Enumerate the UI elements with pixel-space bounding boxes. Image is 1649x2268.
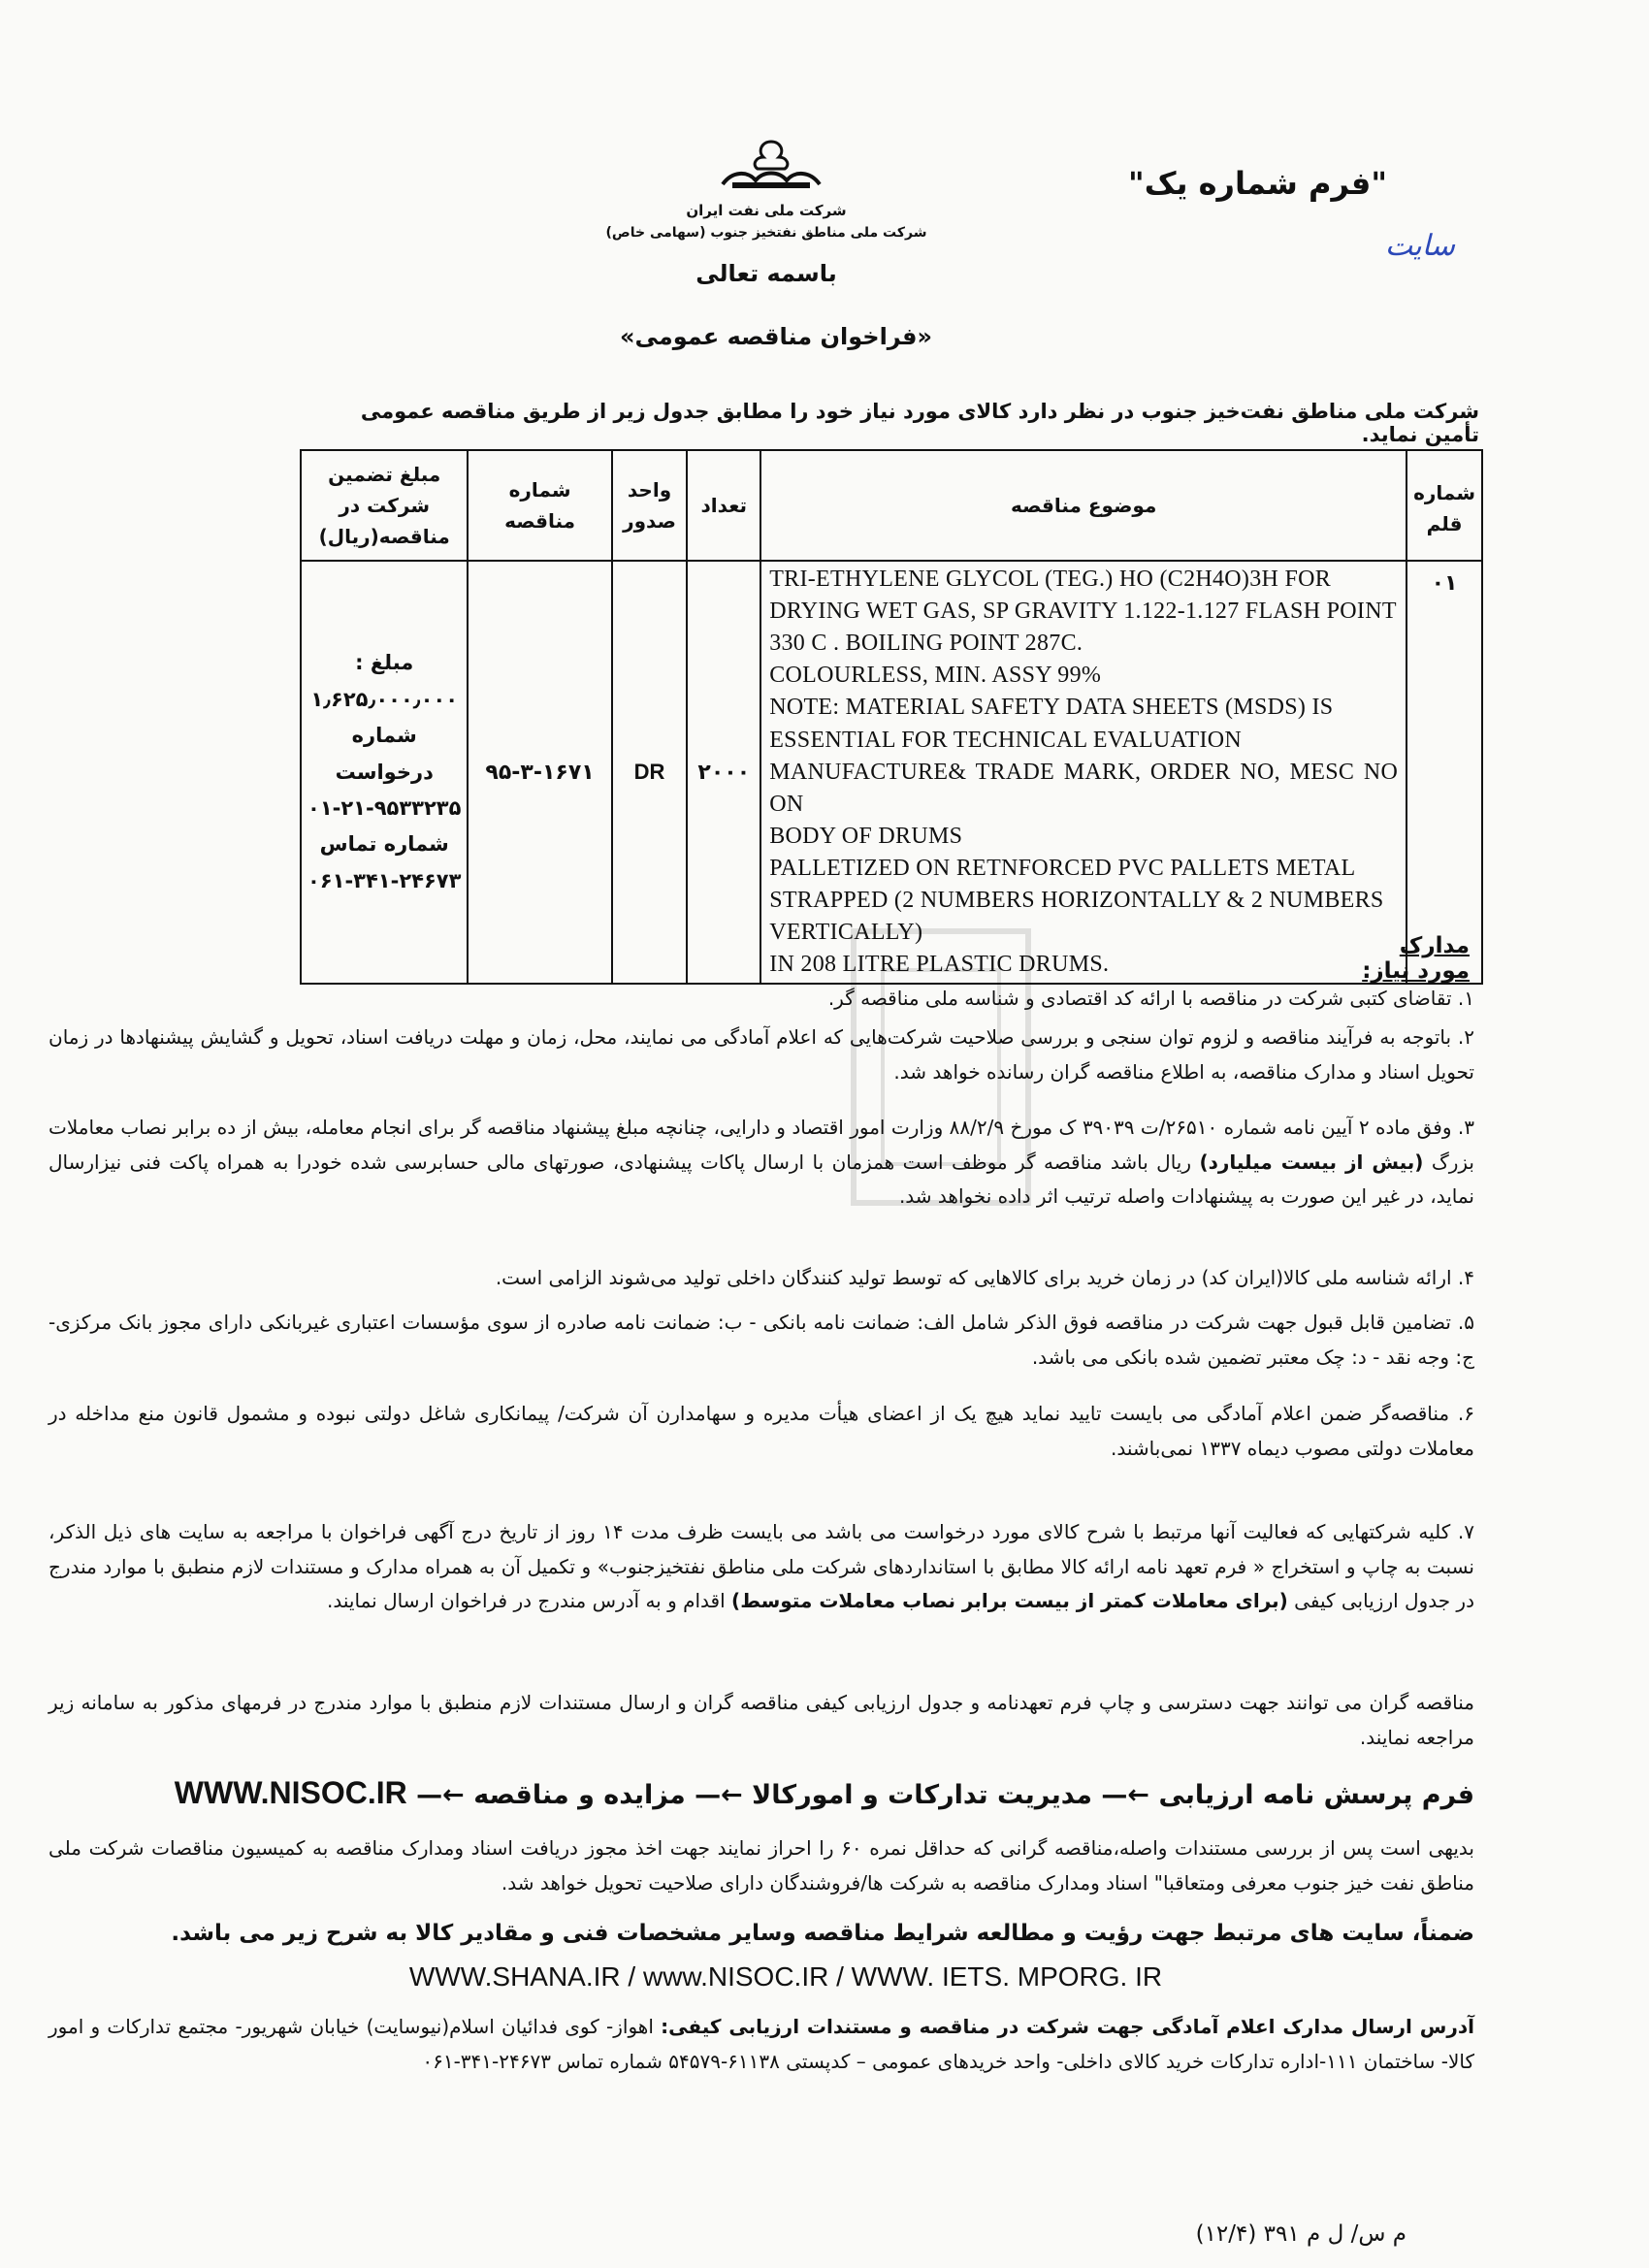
- nisoc-link[interactable]: WWW.NISOC.IR: [174, 1775, 407, 1810]
- header-amount: مبلغ تضمین شرکت در مناقصه(ریال): [301, 450, 468, 561]
- subject-line: COLOURLESS, MIN. ASSY 99%: [769, 663, 1102, 689]
- bismillah-heading: باسمه تعالی: [695, 260, 837, 287]
- doc-item-7: [48, 1515, 1474, 1619]
- subject-line: 330 C . BOILING POINT 287C.: [769, 631, 1083, 657]
- related-sites-paragraph: ضمناً، سایت های مرتبط جهت رؤیت و مطالعه شرایط مناقصه وسایر مشخصات فنی و مقادیر کالا به شرح زیر می باشد.: [171, 1921, 1474, 1946]
- doc-item-3-part1: ۳. وفق ماده ۲ آیین نامه شماره ۲۶۵۱۰/ت ۳۹۰۳۹ ک مورخ ۸۸/۲/۹ وزارت امور اقتصاد و دارایی، چنانچه مبلغ پیشنهاد مناقصه گر برای انجام معامله، بیش از ده برابر نصاب معاملات بزرگ: [48, 1116, 1475, 1174]
- cell-amount: [301, 561, 468, 984]
- subject-line: MANUFACTURE& TRADE MARK, ORDER NO, MESC NO ON: [769, 759, 1399, 817]
- navigation-steps: فرم پرسش نامه ارزیابی ←— مدیریت تدارکات و امورکالا ←— مزایده و مناقصه ←—: [416, 1780, 1474, 1810]
- nioc-logo: [713, 136, 829, 194]
- contact-number: ۰۶۱-۳۴۱-۲۴۶۷۳: [307, 868, 462, 892]
- handwritten-note: سایت: [1384, 229, 1455, 263]
- doc-item-3-part2: ریال باشد مناقصه گر موظف است همزمان با ارسال پاکات پیشنهادی، صورتهای مالی حسابرسی شده خودرا به همراه پاکت فنی نیزارسال نماید، در غیر این صورت به پیشنهادات واصله ترتیب اثر داده نخواهد شد.: [48, 1150, 1474, 1209]
- doc-item-1: ۱. تقاضای کتبی شرکت در مناقصه با ارائه کد اقتصادی و شناسه ملی مناقصه گر.: [827, 987, 1474, 1010]
- subject-line: BODY OF DRUMS: [769, 823, 963, 849]
- tender-table: [300, 449, 1483, 985]
- subject-line: PALLETIZED ON RETNFORCED PVC PALLETS METAL: [769, 855, 1356, 881]
- table-header-row: [301, 450, 1482, 561]
- doc-item-6: ۶. مناقصه‌گر ضمن اعلام آمادگی می بایست تایید نماید هیچ یک از اعضای هیأت مدیره و سهامدارن آن شرکت/ پیمانکاری شاغل دولتی نبوده و مشمول قانون منع مداخله در معاملات دولتی مصوب دیماه ۱۳۳۷ نمی‌باشند.: [48, 1402, 1474, 1460]
- table-row: [301, 561, 1482, 984]
- header-tender-no: شماره مناقصه: [468, 450, 611, 561]
- cell-row-no: ۰۱: [1406, 561, 1482, 984]
- company-name-line2: شرکت ملی مناطق نفتخیز جنوب (سهامی خاص): [605, 225, 927, 241]
- cell-quantity: ۲۰۰۰: [687, 561, 760, 984]
- documents-title: مدارک مورد نیاز:: [1362, 933, 1470, 984]
- subject-line: ESSENTIAL FOR TECHNICAL EVALUATION: [769, 727, 1243, 753]
- evaluation-paragraph: بدیهی است پس از بررسی مستندات واصله،مناقصه گرانی که حداقل نمره ۶۰ را احراز نمایند جهت اخذ مجوز دریافت اسناد ومدارک مناقصه به کمیسیون مناقصات شرکت ملی مناطق نفت خیز جنوب معرفی ومتعاقبا" اسناد ومدارک مناقصه به شرکت ها/فروشندگان دارای صلاحیت تحویل خواهد شد.: [48, 1836, 1474, 1895]
- doc-item-3-bold: (بیش از بیست میلیارد): [1199, 1150, 1424, 1174]
- footer-code: م س/ ل م ۳۹۱ (۱۲/۴): [1195, 2221, 1406, 2247]
- request-number: ۰۱-۲۱-۹۵۳۳۲۳۵: [307, 795, 462, 820]
- amount-value: ۱٫۶۲۵٫۰۰۰٫۰۰۰: [310, 687, 459, 711]
- subject-line: STRAPPED (2 NUMBERS HORIZONTALLY & 2 NUMBERS: [769, 888, 1384, 914]
- doc-item-4: ۴. ارائه شناسه ملی کالا(ایران کد) در زمان خرید برای کالاهایی که توسط تولید کنندگان داخلی تولید می‌شوند الزامی است.: [495, 1266, 1474, 1289]
- amount-label: مبلغ :: [355, 651, 414, 675]
- subject-line: VERTICALLY): [769, 920, 923, 946]
- contact-label: شماره تماس: [319, 832, 449, 857]
- page-title: «فراخوان مناقصه عمومی»: [620, 323, 932, 350]
- subject-line: NOTE: MATERIAL SAFETY DATA SHEETS (MSDS) IS: [769, 695, 1334, 721]
- intro-paragraph: شرکت ملی مناطق نفت‌خیز جنوب در نظر دارد کالای مورد نیاز خود را مطابق جدول زیر از طریق مناقصه عمومی تأمین نماید.: [360, 400, 1479, 446]
- header-unit: واحد صدور: [612, 450, 688, 561]
- doc-item-7-bold: (برای معاملات کمتر از بیست برابر نصاب معاملات متوسط): [731, 1589, 1288, 1613]
- form-number: "فرم شماره یک": [1128, 165, 1387, 202]
- address-paragraph: [48, 2010, 1474, 2079]
- access-paragraph: مناقصه گران می توانند جهت دسترسی و چاپ فرم تعهدنامه و جدول ارزیابی کیفی مناقصه گران و ارسال مستندات لازم منطبق با موارد مندرج در فرمهای مذکور به سامانه زیر مراجعه نمایند.: [48, 1691, 1474, 1749]
- request-label: شماره درخواست: [335, 724, 434, 784]
- header-subject: موضوع مناقصه: [760, 450, 1406, 561]
- doc-item-2: ۲. باتوجه به فرآیند مناقصه و لزوم توان سنجی و بررسی صلاحیت شرکت‌هایی که اعلام آمادگی می نمایند، محل، زمان و مهلت دریافت اسناد، تحویل و گشایش پیشنهادها در زمان تحویل اسناد و مدارک مناقصه، به اطلاع مناقصه گران رسانده خواهد شد.: [48, 1025, 1474, 1084]
- doc-item-5: ۵. تضامین قابل قبول جهت شرکت در مناقصه فوق الذکر شامل الف: ضمانت نامه بانکی - ب: ضمانت نامه صادره از سوی مؤسسات اعتباری غیربانکی دارای مجوز بانک مرکزی- ج: وجه نقد - د: چک معتبر تضمین شده بانکی می باشد.: [48, 1311, 1474, 1369]
- address-label: آدرس ارسال مدارک اعلام آمادگی جهت شرکت در مناقصه و مستندات ارزیابی کیفی:: [661, 2015, 1474, 2038]
- doc-item-7-part1: ۷. کلیه شرکتهایی که فعالیت آنها مرتبط با شرح کالای مورد درخواست می باشد می بایست ظرف مدت ۱۴ روز از تاریخ درج آگهی فراخوان با مراجعه به سایت های ذیل الذکر، نسبت به چاپ و استخراج « فرم تعهد نامه ارائه کالا مطابق با استانداردهای شرکت ملی مناطق نفتخیزجنوب» و تکمیل آن به همراه مدارک و مستندات لازم منطبق با موارد مندرج در جدول ارزیابی کیفی: [48, 1520, 1474, 1613]
- subject-line: DRYING WET GAS, SP GRAVITY 1.122-1.127 FLASH POINT: [769, 599, 1397, 625]
- address-text: اهواز- کوی فدائیان اسلام(نیوسایت) خیابان شهریور- مجتمع تدارکات و امور کالا- ساختمان ۱۱۱-اداره تدارکات خرید کالای داخلی- واحد خریدهای عمومی – کدپستی ۶۱۱۳۸-۵۴۵۷۹ شماره تماس ۲۴۶۷۳-۳۴۱-۰۶۱: [48, 2015, 1474, 2073]
- company-name-line1: شرکت ملی نفت ایران: [686, 202, 847, 219]
- header-quantity: تعداد: [687, 450, 760, 561]
- cell-tender-no: ۹۵-۳-۱۶۷۱: [468, 561, 611, 984]
- header-row-no: شماره قلم: [1406, 450, 1482, 561]
- cell-subject: [760, 561, 1406, 984]
- doc-item-3: [48, 1111, 1474, 1215]
- doc-item-7-part2: اقدام و به آدرس مندرج در فراخوان ارسال نمایند.: [327, 1589, 732, 1613]
- related-sites-links[interactable]: WWW.SHANA.IR / www.NISOC.IR / WWW. IETS. MPORG. IR: [408, 1961, 1163, 1992]
- subject-line: IN 208 LITRE PLASTIC DRUMS.: [769, 952, 1110, 978]
- navigation-path: [58, 1775, 1474, 1811]
- subject-line: TRI-ETHYLENE GLYCOL (TEG.) HO (C2H4O)3H FOR: [769, 567, 1332, 592]
- cell-unit: DR: [612, 561, 688, 984]
